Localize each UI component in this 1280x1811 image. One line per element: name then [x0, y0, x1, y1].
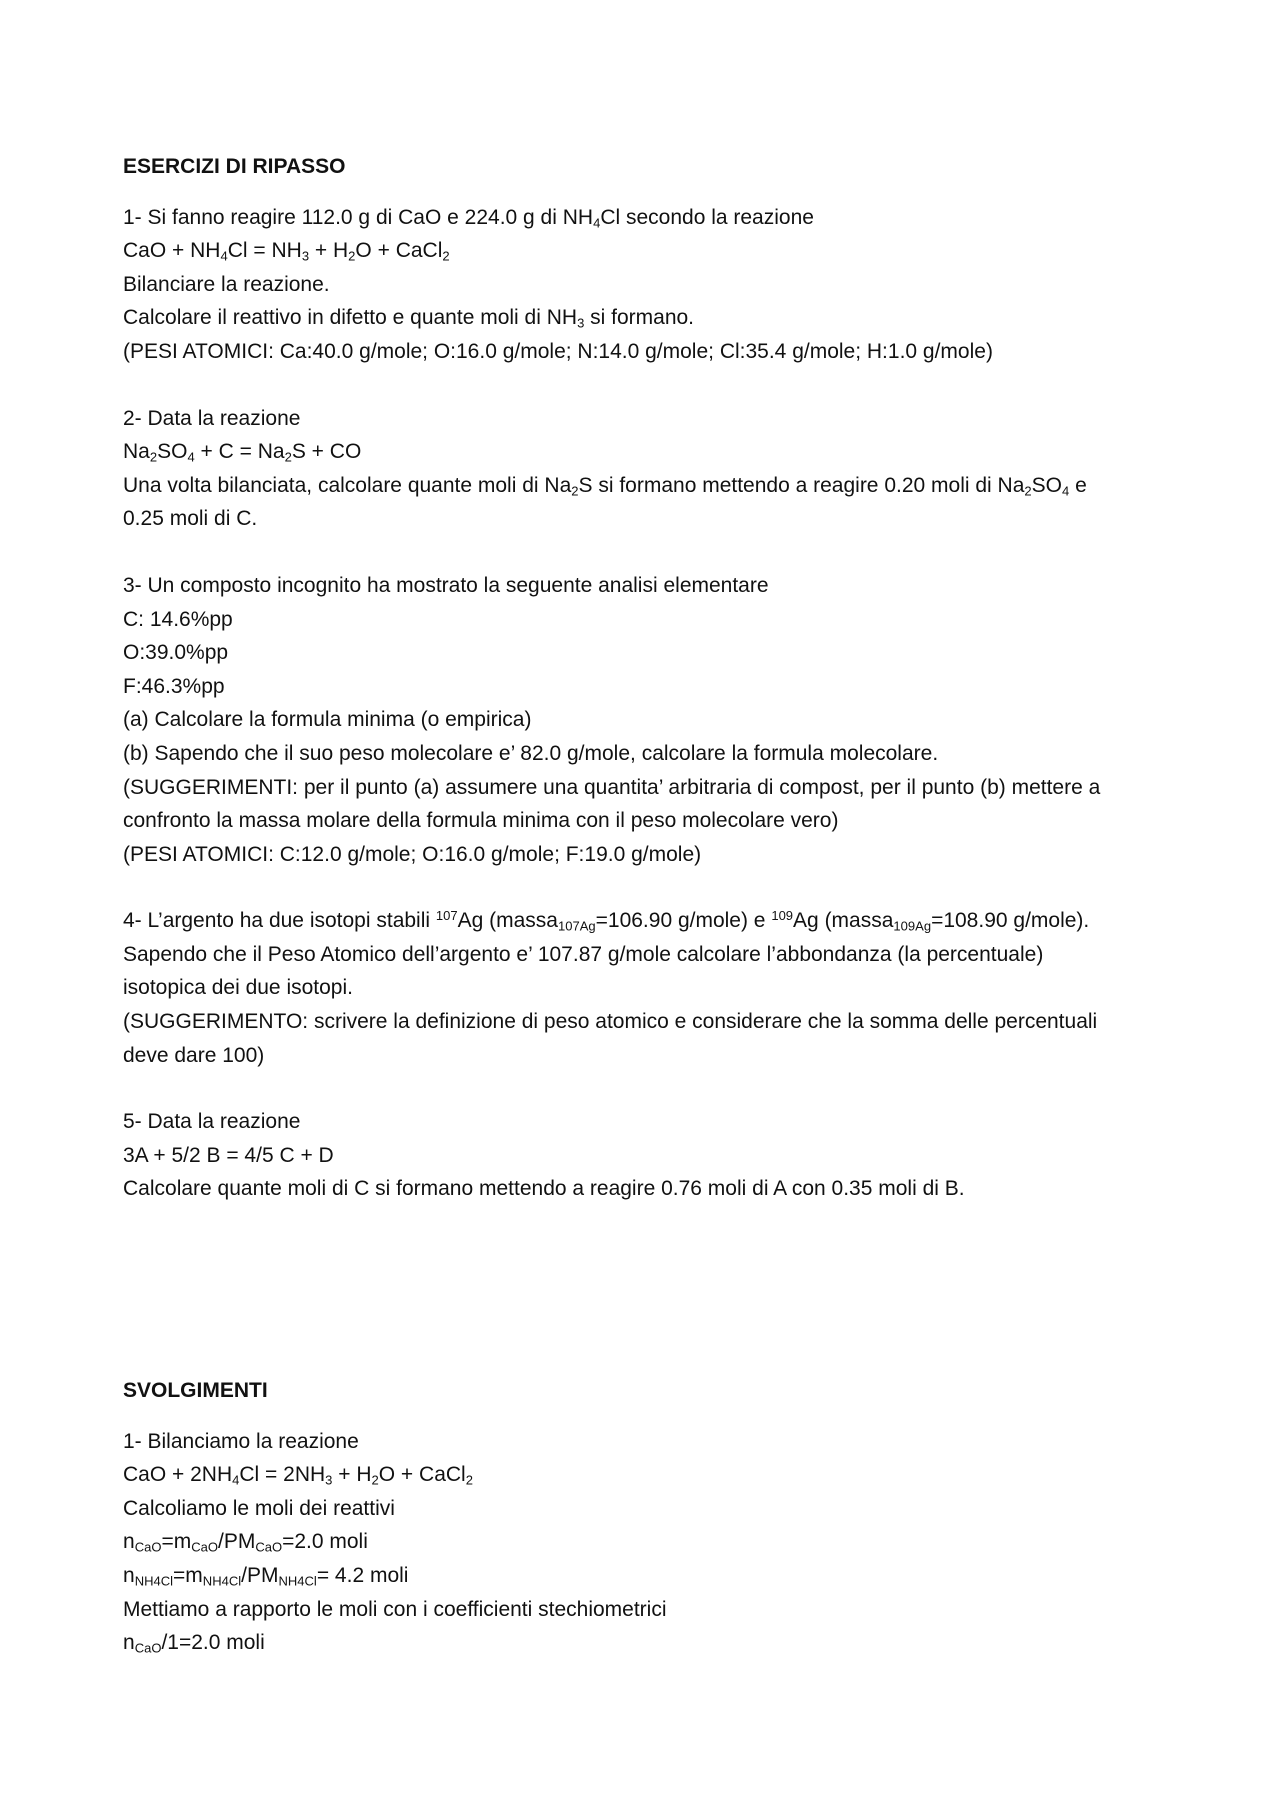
- ex5-text: Calcolare quante moli di C si formano mettendo a reagire 0.76 moli di A con 0.35 moli di B.: [123, 1177, 965, 1201]
- ex3-part-b: (b) Sapendo che il suo peso molecolare e’ 82.0 g/mole, calcolare la formula molecolare.: [123, 741, 939, 765]
- sol1-ratio: Mettiamo a rapporto le moli con i coefficienti stechiometrici: [123, 1597, 667, 1621]
- ex4-intro: 4- L’argento ha due isotopi stabili $^{107}$Ag (massa$_{107Ag}$=106.90 g/mole) e $^{109}$Ag (massa$_{109Ag}$=108.90 g/mole).: [123, 908, 1090, 934]
- section-title-exercises: ESERCIZI DI RIPASSO: [123, 155, 346, 178]
- ex1-balance: Bilanciare la reazione.: [123, 272, 330, 296]
- section-title-solutions: SVOLGIMENTI: [123, 1379, 268, 1403]
- sol1-n-cao-ratio: $n_{CaO}/1=2.0$ moli: [123, 1631, 265, 1656]
- ex3-weights: (PESI ATOMICI: C:12.0 g/mole; O:16.0 g/mole; F:19.0 g/mole): [123, 842, 702, 866]
- sol1-n-nh4cl: $n_{NH4Cl}=m_{NH4Cl}/PM_{NH4Cl}= 4.2$ moli: [123, 1564, 409, 1589]
- document-page: [123, 150, 1163, 1660]
- ex1-intro: 1- Si fanno reagire 112.0 g di CaO e 224.0 g di $NH_4Cl$ secondo la reazione: [123, 205, 814, 231]
- sol1-calc: Calcoliamo le moli dei reattivi: [123, 1496, 395, 1520]
- ex5-equation: 3A + 5/2 B = 4/5 C + D: [123, 1143, 334, 1167]
- sol1-equation: CaO + $2NH_4Cl = 2NH_3 + H_2O$ + CaCl$_2$: [123, 1463, 473, 1488]
- sol1-n-cao: $n_{CaO}=m_{CaO}/PM_{CaO}=2.0$ moli: [123, 1530, 368, 1556]
- ex1-calc: Calcolare il reattivo in difetto e quante moli di $NH_3$ si formano.: [123, 306, 695, 332]
- ex5-intro: 5- Data la reazione: [123, 1110, 301, 1134]
- ex1-equation: CaO + $NH_4Cl = NH_3 + H_2O$ + CaCl$_2$: [123, 239, 450, 264]
- ex3-fluorine: F:46.3%pp: [123, 674, 225, 698]
- ex2-text: Una volta bilanciata, calcolare quante moli di $Na_2S$ si formano mettendo a reagire 0.20 moli di $Na_2SO_4$ e: [123, 473, 1087, 499]
- ex2-text-cont: 0.25 moli di C.: [123, 507, 258, 531]
- ex3-hint-2: confronto la massa molare della formula minima con il peso molecolare vero): [123, 809, 839, 833]
- ex4-hint-1: (SUGGERIMENTO: scrivere la definizione di peso atomico e considerare che la somma delle percentuali: [123, 1010, 1098, 1034]
- ex2-intro: 2- Data la reazione: [123, 406, 301, 430]
- ex2-equation: $Na_2SO_4 + C = Na_2S$ + CO: [123, 440, 362, 465]
- ex3-oxygen: O:39.0%pp: [123, 641, 229, 665]
- ex3-hint-1: (SUGGERIMENTI: per il punto (a) assumere una quantita’ arbitraria di compost, per il punto (b) mettere a: [123, 775, 1101, 799]
- sol1-intro: 1- Bilanciamo la reazione: [123, 1429, 359, 1453]
- ex4-line-2: Sapendo che il Peso Atomico dell’argento e’ 107.87 g/mole calcolare l’abbondanza (la percentuale): [123, 942, 1044, 966]
- ex3-intro: 3- Un composto incognito ha mostrato la seguente analisi elementare: [123, 573, 769, 597]
- ex4-line-3: isotopica dei due isotopi.: [123, 976, 353, 1000]
- ex3-part-a: (a) Calcolare la formula minima (o empirica): [123, 708, 532, 732]
- ex3-carbon: C: 14.6%pp: [123, 607, 233, 631]
- ex1-weights: (PESI ATOMICI: Ca:40.0 g/mole; O:16.0 g/mole; N:14.0 g/mole; Cl:35.4 g/mole; H:1.0 g/mole): [123, 339, 993, 363]
- ex4-hint-2: deve dare 100): [123, 1043, 265, 1067]
